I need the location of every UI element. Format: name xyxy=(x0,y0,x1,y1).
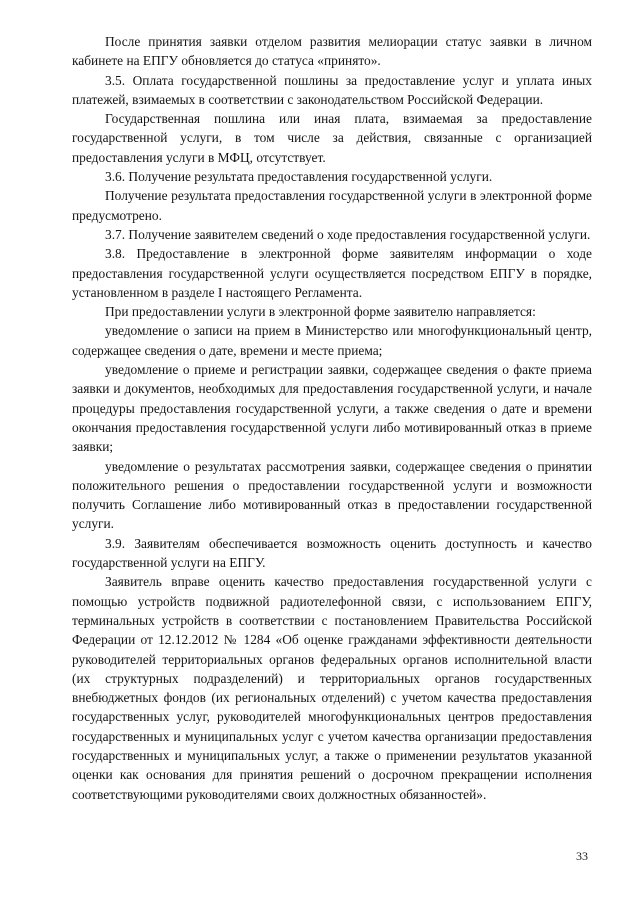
paragraph-fee-absent: Государственная пошлина или иная плата, взимаемая за предоставление государственной услуги, в том числе за действия, связанные с организацией предоставления услуги в МФЦ, отсутствует. xyxy=(72,111,592,165)
paragraph-status-update: После принятия заявки отделом развития мелиорации статус заявки в личном кабинете на ЕПГУ обновляется до статуса «принято». xyxy=(72,34,592,69)
paragraph-notification-appointment: уведомление о записи на прием в Министерство или многофункциональный центр, содержащее сведения о дате, времени и месте приема; xyxy=(72,323,592,358)
paragraph-electronic-result: Получение результата предоставления государственной услуги в электронной форме предусмотрено. xyxy=(72,188,592,223)
paragraph-3-8: 3.8. Предоставление в электронной форме заявителям информации о ходе предоставления государственной услуги осуществляется посредством ЕПГУ в порядке, установленном в разделе I настоящего Регламента. xyxy=(72,246,592,300)
paragraph-notification-registration: уведомление о приеме и регистрации заявки, содержащее сведения о факте приема заявки и документов, необходимых для предоставления государственной услуги, и начале процедуры предоставления государственной услуги, а также сведения о дате и времени окончания предоставления государственной услуги либо мотивированный отказ в приеме заявки; xyxy=(72,362,592,455)
paragraph-notification-result: уведомление о результатах рассмотрения заявки, содержащее сведения о принятии положительного решения о предоставлении государственной услуги и возможности получить Соглашение либо мотивированный отказ в предоставлении государственной услуги. xyxy=(72,458,592,532)
paragraph-notifications-intro: При предоставлении услуги в электронной форме заявителю направляется: xyxy=(105,304,536,320)
paragraph-3-5-heading: 3.5. Оплата государственной пошлины за предоставление услуг и уплата иных платежей, взимаемых в соответствии с законодательством Российской Федерации. xyxy=(72,72,592,107)
paragraph-3-6-heading: 3.6. Получение результата предоставления государственной услуги. xyxy=(105,169,493,185)
paragraph-quality-assessment: Заявитель вправе оценить качество предоставления государственной услуги с помощью устройств подвижной радиотелефонной связи, с использованием ЕПГУ, терминальных устройств в соответствии с постановлением Правительства Российской Федерации от 12.12.2012 № 1284 «Об оценке гражданами эффективности деятельности руководителей территориальных органов федеральных органов исполнительной власти (их структурных подразделений) и территориальных органов государственных внебюджетных фондов (их региональных отделений) с учетом качества предоставления государственных услуг, руководителей многофункциональных центров предоставления государственных и муниципальных услуг с учетом качества организации предоставления государственных и муниципальных услуг, а также о применении результатов указанной оценки как основания для принятия решений о досрочном прекращении исполнения соответствующими руководителями своих должностных обязанностей». xyxy=(72,574,592,802)
body-text xyxy=(72,32,592,804)
paragraph-3-9: 3.9. Заявителям обеспечивается возможность оценить доступность и качество государственной услуги на ЕПГУ. xyxy=(72,535,592,571)
paragraph-3-7-heading: 3.7. Получение заявителем сведений о ходе предоставления государственной услуги. xyxy=(105,226,591,242)
page-number: 33 xyxy=(576,849,588,863)
